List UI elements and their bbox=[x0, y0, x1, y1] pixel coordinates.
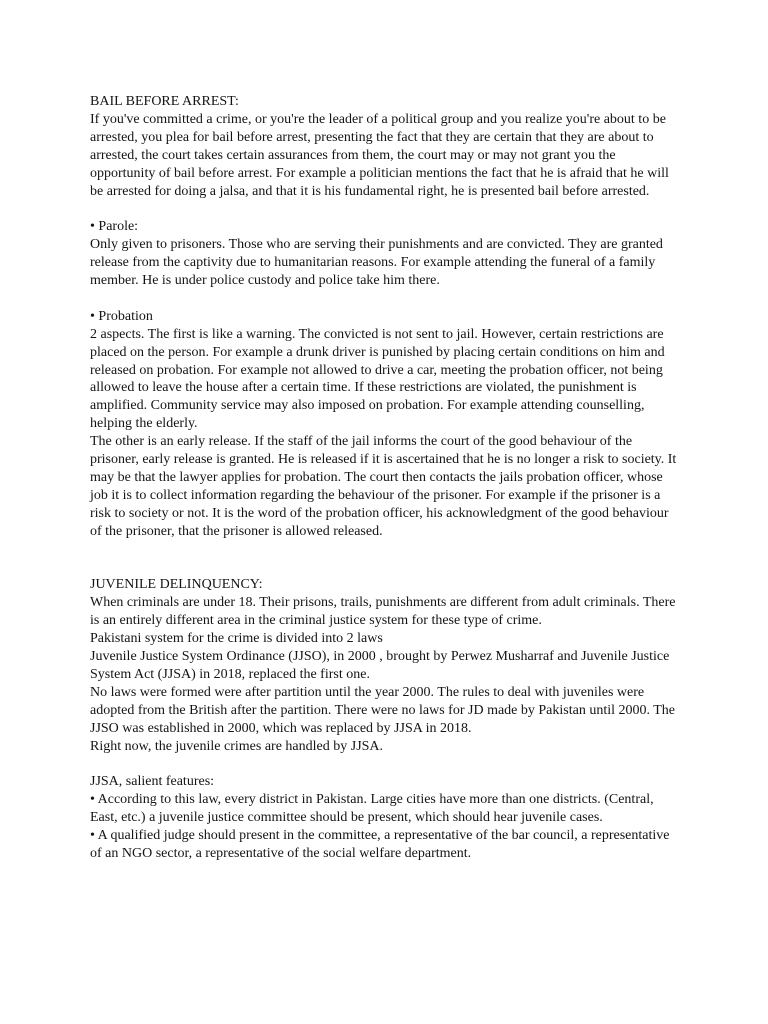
juvenile-paragraph-3: Juvenile Justice System Ordinance (JJSO), in 2000 , brought by Perwez Musharraf and Juvenile Justice System Act (JJSA) in 2018, replaced the first one. bbox=[90, 649, 670, 682]
spacer bbox=[90, 290, 680, 308]
jjsa-bullet-1: • According to this law, every district in Pakistan. Large cities have more than one districts. (Central, East, etc.) a juvenile justice committee should be present, which should hear juvenile cases. bbox=[90, 792, 654, 826]
probation-body-1: 2 aspects. The first is like a warning. The convicted is not sent to jail. However, certain restrictions are placed on the person. For example a drunk driver is punished by placing certain conditions on him and released on probation. For example not allowed to drive a car, meeting the probation officer, not being allowed to leave the house after a certain time. If these restrictions are violated, the punishment is amplified. Community service may also imposed on probation. For example attending counselling, helping the elderly. bbox=[90, 326, 665, 432]
spacer bbox=[90, 755, 680, 773]
bail-heading: BAIL BEFORE ARREST: bbox=[90, 94, 239, 109]
spacer bbox=[90, 541, 680, 577]
probation-heading: • Probation bbox=[90, 308, 153, 324]
probation-body-2: The other is an early release. If the staff of the jail informs the court of the good behaviour of the prisoner, early release is granted. He is released if it is ascertained that he is no longer a risk to society. It may be that the lawyer applies for probation. The court then contacts the jails probation officer, whose job it is to collect information regarding the behaviour of the prisoner. For example if the prisoner is a risk to society or not. It is the word of the probation officer, his acknowledgment of the good behaviour of the prisoner, that the prisoner is allowed released. bbox=[90, 434, 677, 539]
juvenile-paragraph-5: Right now, the juvenile crimes are handled by JJSA. bbox=[90, 738, 384, 754]
juvenile-paragraph-1: When criminals are under 18. Their prisons, trails, punishments are different from adult criminals. There is an entirely different area in the criminal justice system for these type of crime. bbox=[90, 595, 676, 629]
jjsa-bullet-2: • A qualified judge should present in the committee, a representative of the bar council, a representative of an NGO sector, a representative of the social welfare department. bbox=[90, 828, 670, 861]
document-page bbox=[90, 93, 680, 863]
juvenile-paragraph-2: Pakistani system for the crime is divided into 2 laws bbox=[90, 631, 383, 647]
parole-heading: • Parole: bbox=[90, 219, 139, 235]
spacer bbox=[90, 200, 680, 218]
parole-body: Only given to prisoners. Those who are serving their punishments and are convicted. They are granted release from the captivity due to humanitarian reasons. For example attending the funeral of a family member. He is under police custody and police take him there. bbox=[90, 237, 663, 289]
juvenile-paragraph-4: No laws were formed were after partition until the year 2000. The rules to deal with juveniles were adopted from the British after the partition. There were no laws for JD made by Pakistan until 2000. The JJSO was established in 2000, which was replaced by JJSA in 2018. bbox=[90, 684, 676, 736]
bail-body: If you've committed a crime, or you're the leader of a political group and you realize you're about to be arrested, you plea for bail before arrest, presenting the fact that they are certain that they are about to arrested, the court takes certain assurances from them, the court may or may not grant you the opportunity of bail before arrest. For example a politician mentions the fact that he is afraid that he will be arrested for doing a jalsa, and that it is his fundamental right, he is presented bail before arrested. bbox=[90, 111, 669, 199]
jjsa-heading: JJSA, salient features: bbox=[90, 774, 215, 790]
juvenile-heading: JUVENILE DELINQUENCY: bbox=[90, 577, 263, 593]
